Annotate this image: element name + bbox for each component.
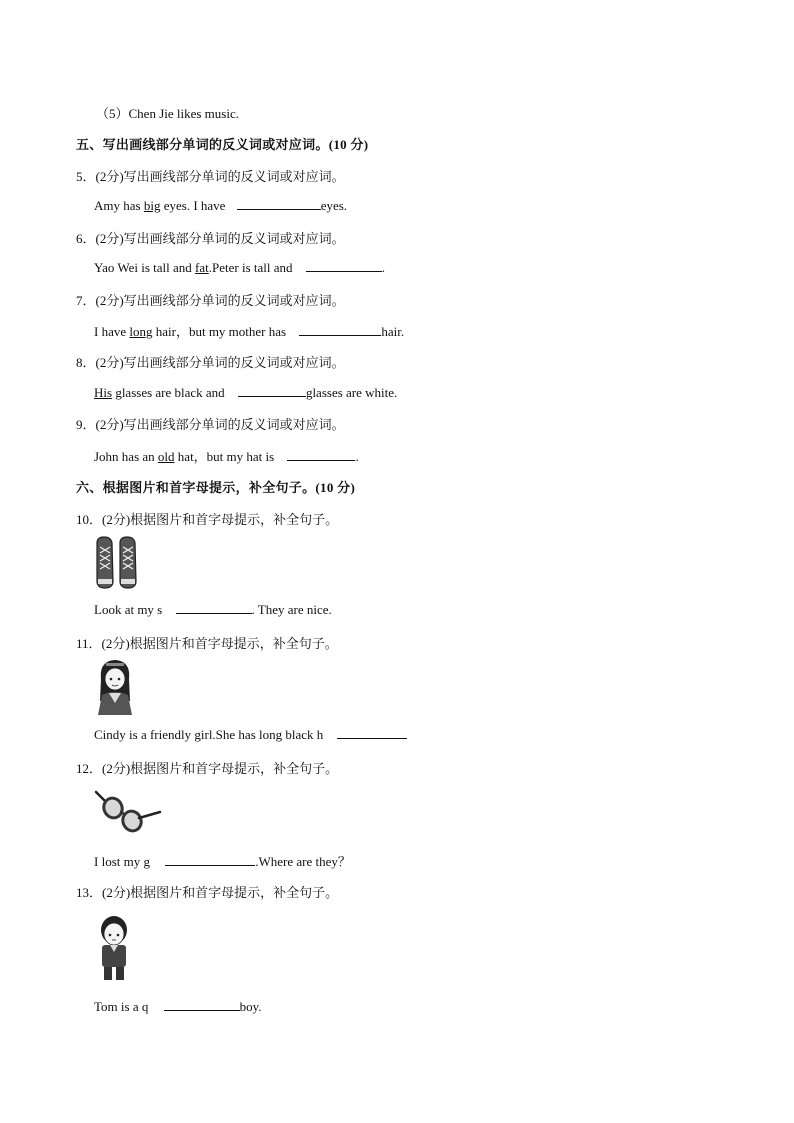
question-5-header — [76, 166, 345, 185]
boy-icon — [94, 912, 134, 982]
underlined-word: long — [129, 324, 153, 339]
answer-blank[interactable] — [237, 197, 321, 210]
question-10-sentence: Look at my s . They are nice. — [94, 602, 332, 617]
underlined-word: His — [94, 385, 113, 400]
question-instruction: 写出画线部分单词的反义词或对应词。 — [123, 355, 345, 370]
question-12-sentence: I lost my g .Where are they？ — [94, 854, 351, 869]
question-number: 10．(2分) — [76, 512, 131, 527]
question-13-sentence: Tom is a q boy. — [94, 999, 262, 1014]
question-8-sentence: His glasses are black and glasses are white. — [94, 385, 398, 400]
girl-icon — [94, 657, 136, 715]
question-number: 5．(2分) — [76, 169, 124, 184]
answer-blank[interactable] — [306, 259, 382, 272]
question-13-header — [76, 882, 338, 901]
answer-blank[interactable] — [165, 853, 255, 866]
underlined-word: fat — [195, 260, 209, 275]
glasses-icon — [94, 788, 162, 836]
section-5-title: 五、写出画线部分单词的反义词或对应词。(10 分) — [76, 137, 369, 152]
question-instruction: 根据图片和首字母提示，补全句子。 — [130, 761, 339, 776]
question-7-sentence: I have long hair，but my mother has hair. — [94, 324, 405, 339]
question-instruction: 写出画线部分单词的反义词或对应词。 — [123, 293, 345, 308]
answer-blank[interactable] — [337, 726, 407, 739]
question-instruction: 根据图片和首字母提示，补全句子。 — [130, 885, 339, 900]
underlined-word: big — [143, 198, 161, 213]
question-10-header — [76, 509, 338, 528]
question-6-sentence: Yao Wei is tall and fat.Peter is tall and . — [94, 260, 386, 275]
question-11-header — [76, 633, 338, 652]
answer-blank[interactable] — [238, 384, 306, 397]
question-7-header — [76, 290, 345, 309]
question-9-sentence: John has an old hat，but my hat is . — [94, 449, 359, 464]
answer-blank[interactable] — [287, 448, 355, 461]
question-6-header — [76, 228, 345, 247]
question-9-header — [76, 414, 345, 433]
question-number: 9．(2分) — [76, 417, 124, 432]
answer-blank[interactable] — [176, 601, 252, 614]
question-8-header — [76, 352, 345, 371]
previous-question-item-5: （5）Chen Jie likes music. — [96, 106, 239, 121]
question-number: 12．(2分) — [76, 761, 131, 776]
question-instruction: 根据图片和首字母提示，补全句子。 — [129, 636, 338, 651]
question-instruction: 写出画线部分单词的反义词或对应词。 — [123, 231, 345, 246]
question-instruction: 根据图片和首字母提示，补全句子。 — [130, 512, 339, 527]
question-number: 7．(2分) — [76, 293, 124, 308]
sneakers-icon — [94, 535, 140, 591]
question-number: 11．(2分) — [76, 636, 130, 651]
question-5-sentence: Amy has big eyes. I have eyes. — [94, 198, 348, 213]
question-number: 6．(2分) — [76, 231, 124, 246]
answer-blank[interactable] — [299, 323, 381, 336]
question-number: 8．(2分) — [76, 355, 124, 370]
question-instruction: 写出画线部分单词的反义词或对应词。 — [123, 417, 345, 432]
underlined-word: old — [157, 449, 175, 464]
question-11-sentence: Cindy is a friendly girl.She has long black h — [94, 726, 407, 743]
question-instruction: 写出画线部分单词的反义词或对应词。 — [123, 169, 345, 184]
question-number: 13．(2分) — [76, 885, 131, 900]
question-12-header — [76, 758, 338, 777]
answer-blank[interactable] — [164, 998, 240, 1011]
section-6-title: 六、根据图片和首字母提示，补全句子。(10 分) — [76, 480, 356, 495]
